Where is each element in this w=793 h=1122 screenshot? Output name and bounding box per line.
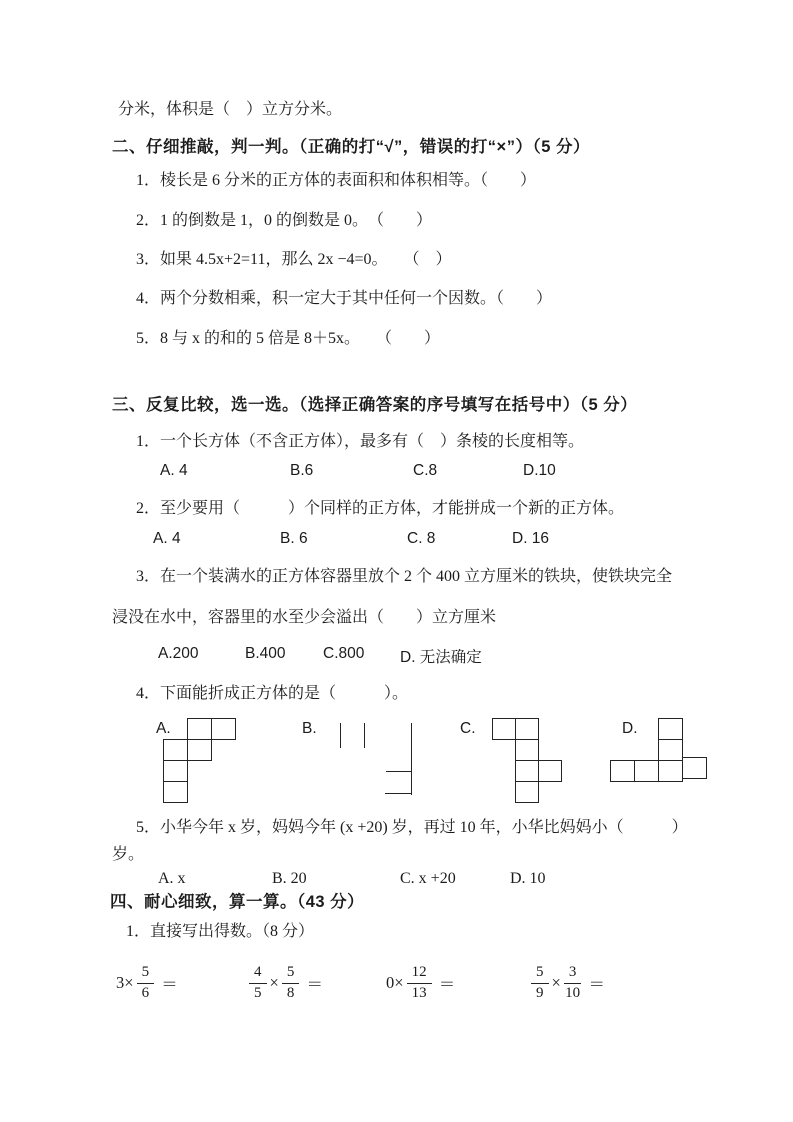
fraction-denominator: 5 (254, 984, 262, 1001)
net-square (658, 760, 683, 782)
q2-option-a: A. 4 (153, 530, 181, 547)
net-square (211, 718, 236, 740)
fraction-denominator: 10 (565, 984, 581, 1001)
fraction (282, 964, 300, 1002)
q1-option-c: C.8 (413, 462, 438, 479)
net-line-segment (340, 723, 341, 748)
net-line-segment (386, 771, 411, 772)
fraction (531, 964, 549, 1002)
fraction (407, 964, 432, 1002)
q2-option-c: C. 8 (407, 530, 436, 547)
q5-option-a: A. x (158, 870, 186, 887)
tf-item-3: 3．如果 4.5x+2=11，那么 2x −4=0。 （ ） (136, 251, 452, 268)
net-b-label: B. (302, 720, 317, 737)
expression-text: × (269, 973, 279, 992)
q5-option-c: C. x +20 (400, 870, 456, 887)
net-square (515, 739, 539, 761)
net-square (658, 739, 683, 761)
fraction (249, 964, 267, 1002)
net-square (682, 757, 707, 779)
calc-sub1-heading: 1．直接写出得数。（8 分） (126, 923, 315, 940)
expression-text: ＝ (302, 975, 323, 994)
fraction-numerator: 5 (137, 964, 155, 983)
expression-text: 0× (386, 973, 404, 992)
mc-question-2: 2．至少要用（ ）个同样的正方体，才能拼成一个新的正方体。 (136, 500, 625, 517)
q2-option-b: B. 6 (280, 530, 308, 547)
q3-option-b: B.400 (245, 645, 286, 662)
mc-question-4: 4．下面能折成正方体的是（ ）。 (136, 685, 409, 702)
mc-question-5-options (112, 870, 772, 892)
section2-heading: 二、仔细推敲，判一判。（正确的打“√”，错误的打“×”）（5 分） (112, 138, 590, 156)
fraction (564, 964, 582, 1002)
net-c-label: C. (460, 720, 476, 737)
net-a-label: A. (156, 720, 171, 737)
tf-item-2: 2．1 的倒数是 1，0 的倒数是 0。 （ ） (136, 212, 433, 229)
fraction-numerator: 3 (564, 964, 582, 983)
net-square (163, 781, 188, 803)
net-d-label: D. (622, 720, 638, 737)
mc-question-3-options (112, 645, 772, 667)
fraction-numerator: 12 (407, 964, 432, 983)
q3-option-d: D. 无法确定 (400, 649, 482, 666)
tf-item-5: 5．8 与 x 的和的 5 倍是 8＋5x。 （ ） (136, 330, 441, 347)
net-square (163, 760, 188, 782)
fraction-denominator: 6 (141, 984, 150, 1001)
mc-question-5-line2: 岁。 (112, 846, 145, 863)
net-square (610, 760, 635, 782)
net-square (515, 781, 539, 803)
expression-text: 3× (116, 973, 134, 992)
calc-expression-3 (386, 956, 455, 1010)
net-line-segment (385, 793, 411, 794)
net-square (187, 739, 212, 761)
tf-item-4: 4．两个分数相乘，积一定大于其中任何一个因数。（ ） (136, 290, 553, 307)
net-line-segment (411, 723, 412, 795)
q2-option-d: D. 16 (512, 530, 550, 547)
q5-option-b: B. 20 (272, 870, 307, 887)
fraction-denominator: 8 (286, 984, 295, 1001)
net-square (634, 760, 659, 782)
mc-question-3-line1: 3．在一个装满水的正方体容器里放个 2 个 400 立方厘米的铁块，使铁块完全 (136, 568, 673, 585)
q5-option-d: D. 10 (510, 870, 546, 887)
q1-option-d: D.10 (523, 462, 556, 479)
calc-expression-1 (116, 956, 178, 1010)
fraction-denominator: 13 (411, 984, 427, 1001)
calc-expression-2 (246, 956, 323, 1010)
mc-question-1: 1．一个长方体（不含正方体），最多有（ ）条棱的长度相等。 (136, 433, 585, 450)
expression-text: ＝ (434, 975, 456, 994)
mc-question-1-options (112, 462, 772, 484)
expression-text: ＝ (584, 975, 605, 994)
calc-expression-4 (528, 956, 605, 1010)
q3-option-a: A.200 (158, 645, 199, 662)
net-square (538, 760, 562, 782)
mc-question-2-options (112, 530, 772, 552)
fraction (137, 964, 155, 1002)
net-square (187, 718, 212, 740)
net-square (515, 718, 539, 740)
net-square (163, 739, 188, 761)
calc-expressions-row (112, 956, 792, 1016)
expression-text: × (551, 973, 561, 992)
fraction-numerator: 5 (282, 964, 300, 983)
expression-text: ＝ (157, 975, 178, 994)
intro-line: 分米，体积是（ ）立方分米。 (118, 101, 343, 118)
tf-item-1: 1．棱长是 6 分米的正方体的表面积和体积相等。（ ） (136, 172, 537, 189)
section3-heading: 三、反复比较，选一选。（选择正确答案的序号填写在括号中）（5 分） (112, 396, 638, 414)
q3-option-c: C.800 (323, 645, 365, 662)
net-line-segment (364, 723, 365, 748)
mc-question-5-line1: 5．小华今年 x 岁，妈妈今年 (x +20) 岁，再过 10 年，小华比妈妈小（ ） (136, 819, 688, 836)
net-square (658, 718, 683, 740)
net-square (492, 718, 516, 740)
q1-option-b: B.6 (290, 462, 314, 479)
fraction-numerator: 4 (249, 964, 267, 983)
fraction-denominator: 9 (536, 984, 544, 1001)
q1-option-a: A. 4 (160, 462, 188, 479)
mc-question-3-line2: 浸没在水中，容器里的水至少会溢出（ ）立方厘米 (112, 609, 497, 626)
net-square (515, 760, 539, 782)
fraction-numerator: 5 (531, 964, 549, 983)
section4-heading: 四、耐心细致，算一算。（43 分） (110, 893, 365, 911)
cube-net-figures (112, 712, 772, 812)
